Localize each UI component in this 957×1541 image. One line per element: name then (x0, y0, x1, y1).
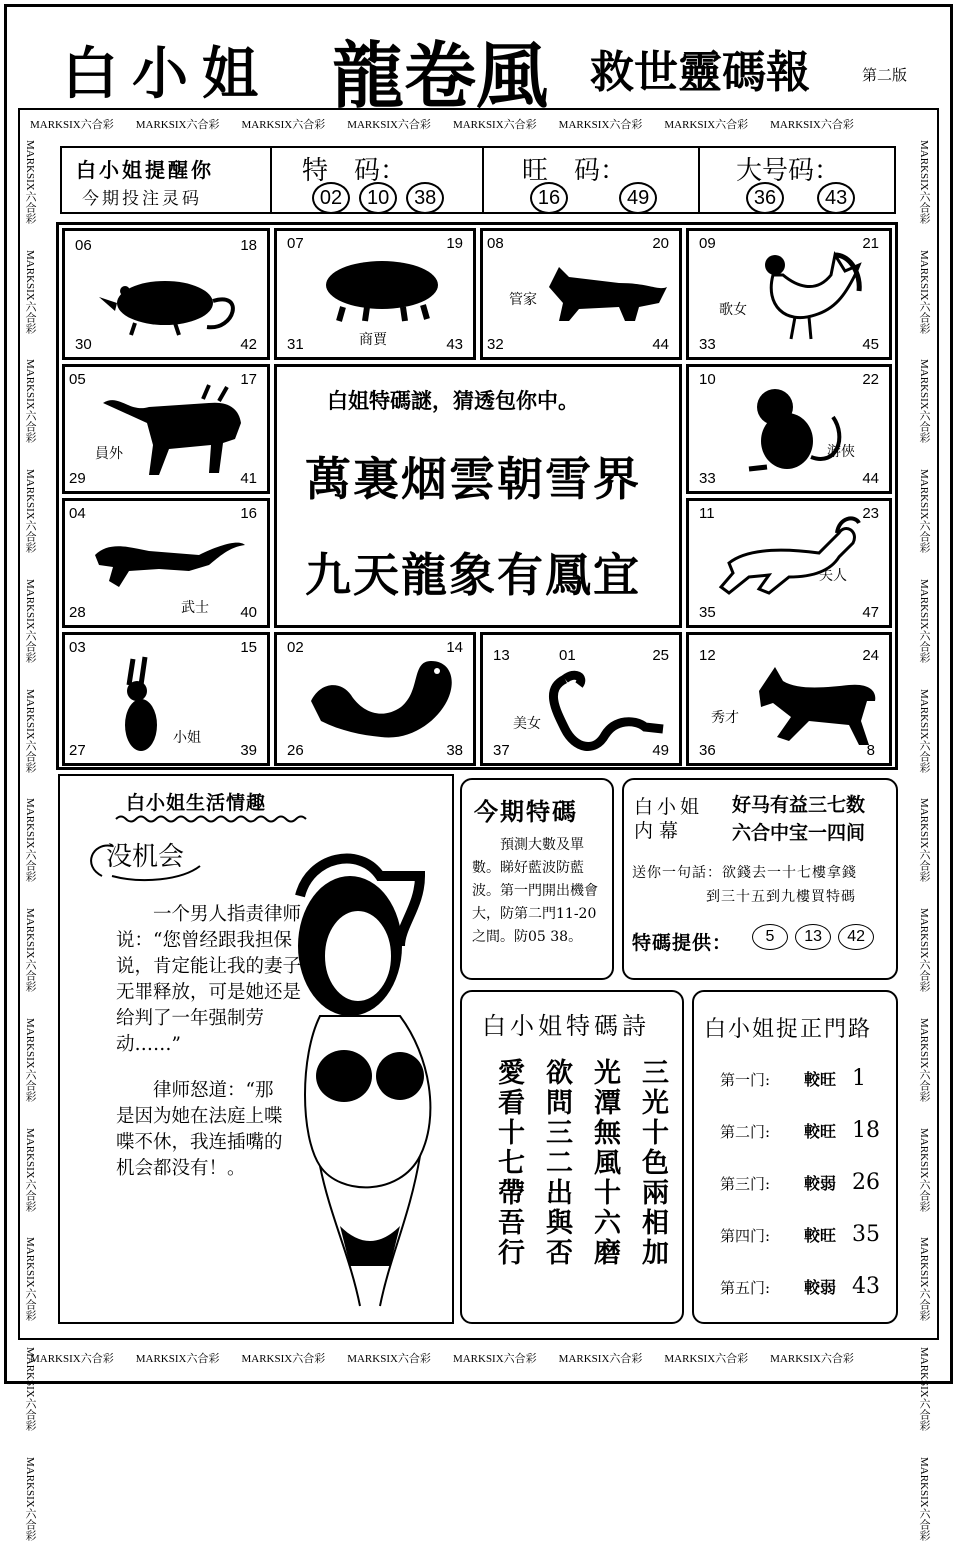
reminder-sub: 今期投注灵码 (82, 189, 202, 209)
watermark-text: MARKSIX六合彩 (135, 1353, 220, 1365)
zodiac-cell-snake (480, 632, 682, 766)
zodiac-cell-dragon (274, 632, 476, 766)
watermark-text: MARKSIX六合彩 (24, 1017, 36, 1102)
hot-code-box (492, 148, 692, 212)
watermark-text: MARKSIX六合彩 (452, 1353, 537, 1365)
zodiac-number: 10 (699, 371, 716, 388)
zodiac-number: 22 (862, 371, 879, 388)
pig-icon (317, 251, 447, 323)
header (20, 14, 937, 118)
watermark-text: MARKSIX六合彩 (30, 119, 114, 131)
watermark-text: MARKSIX六合彩 (24, 249, 36, 334)
zodiac-number: 43 (446, 336, 463, 353)
header-title: 龍卷風 (332, 33, 549, 118)
gate-row (720, 1170, 900, 1222)
zodiac-number: 03 (69, 639, 86, 656)
zodiac-number: 28 (69, 604, 86, 621)
gate-row (720, 1274, 900, 1326)
zodiac-tag: 游俠 (827, 443, 855, 459)
gate-label: 第一门: (720, 1071, 771, 1089)
zodiac-number: 8 (866, 742, 875, 759)
number-ball: 13 (795, 924, 831, 950)
zodiac-number: 12 (699, 647, 716, 664)
snake-icon (545, 669, 665, 759)
zodiac-number: 07 (287, 235, 304, 252)
inside-quote-1: 送你一句話：欲錢去一十七樓拿錢 (632, 865, 857, 881)
riddle-line-1: 萬裏烟雲朝雪界 (305, 452, 641, 506)
rat-icon (95, 261, 245, 341)
zodiac-number: 39 (240, 742, 257, 759)
watermark-text: MARKSIX六合彩 (24, 140, 36, 224)
watermark-text: MARKSIX六合彩 (135, 119, 220, 131)
inside-line-2: 六合中宝一四间 (732, 822, 866, 844)
riddle-intro: 白姐特碼謎，猜透包你中。 (327, 388, 579, 413)
poem-box (460, 990, 684, 1324)
zodiac-number: 23 (862, 505, 879, 522)
watermark-text: MARKSIX六合彩 (241, 1353, 326, 1365)
divider (482, 148, 484, 212)
number-ball: 5 (752, 924, 788, 950)
monkey-icon (737, 377, 857, 477)
watermark-text: MARKSIX六合彩 (918, 1237, 930, 1322)
gate-row (720, 1222, 900, 1274)
wavy-underline-icon (116, 814, 306, 824)
tiger-icon (89, 531, 249, 591)
zodiac-number: 20 (652, 235, 669, 252)
zodiac-number: 08 (487, 235, 504, 252)
zodiac-tag: 武士 (181, 599, 209, 615)
zodiac-number: 14 (446, 639, 463, 656)
zodiac-tag: 小姐 (173, 729, 201, 745)
zodiac-tag: 商賈 (359, 331, 387, 347)
zodiac-number: 17 (240, 371, 257, 388)
zodiac-number: 49 (652, 742, 669, 759)
watermark-text: MARKSIX六合彩 (24, 578, 36, 663)
gate-label: 第四门: (720, 1227, 771, 1245)
zodiac-number: 44 (652, 336, 669, 353)
zodiac-tag: 夫人 (819, 567, 847, 583)
zodiac-number: 21 (862, 235, 879, 252)
zodiac-cell-dog (480, 228, 682, 360)
swirl-icon (82, 836, 202, 886)
gate-number: 1 (852, 1066, 866, 1091)
watermark-text: MARKSIX六合彩 (558, 1353, 643, 1365)
gate-label: 第五门: (720, 1279, 771, 1297)
zodiac-number: 01 (559, 647, 576, 664)
watermark-row-top (30, 116, 930, 132)
zodiac-number: 24 (862, 647, 879, 664)
zodiac-number: 19 (446, 235, 463, 252)
zodiac-tag: 歌女 (719, 301, 747, 317)
special-prediction-text: 預測大數及單數。睇好藍波防藍波。第一門開出機會大，防第二門11-20之間。防05 38。 (472, 837, 598, 945)
watermark-text: MARKSIX六合彩 (918, 140, 930, 224)
gate-status: 較弱 (804, 1174, 837, 1193)
riddle-box (274, 364, 682, 628)
goat-icon (709, 513, 869, 603)
watermark-text: MARKSIX六合彩 (664, 1353, 749, 1365)
number-ball: 36 (746, 182, 784, 214)
zodiac-number: 40 (240, 604, 257, 621)
number-ball: 10 (359, 182, 397, 214)
poem-columns (484, 1058, 676, 1268)
poem-column: 光潭無風十六磨 (589, 1058, 620, 1268)
zodiac-number: 45 (862, 336, 879, 353)
zodiac-number: 41 (240, 470, 257, 487)
zodiac-number: 33 (699, 336, 716, 353)
zodiac-number: 11 (699, 505, 715, 522)
zodiac-cell-rooster (686, 228, 892, 360)
watermark-text: MARKSIX六合彩 (347, 119, 431, 131)
life-section (58, 774, 454, 1324)
big-code-balls (746, 182, 859, 214)
watermark-text: MARKSIX六合彩 (24, 1347, 36, 1431)
gate-label: 第二门: (720, 1123, 771, 1141)
zodiac-number: 18 (240, 237, 257, 254)
provide-balls (752, 924, 876, 950)
life-paragraph-2: 律师怒道：“那是因为她在法庭上喋喋不休，我连插嘴的机会都没有！。 (116, 1080, 283, 1179)
zodiac-number: 31 (287, 336, 304, 353)
divider (698, 148, 700, 212)
watermark-text: MARKSIX六合彩 (558, 119, 643, 131)
watermark-text: MARKSIX六合彩 (918, 469, 930, 553)
zodiac-number: 25 (652, 647, 669, 664)
watermark-text: MARKSIX六合彩 (770, 119, 854, 131)
gate-number: 26 (852, 1170, 880, 1195)
life-paragraph-1: 一个男人指责律师说：“您曾经跟我担保说，肯定能让我的妻子无罪释放，可是她还是给判了一年强制劳动……” (116, 904, 302, 1055)
number-ball: 38 (406, 182, 444, 214)
gate-row (720, 1118, 900, 1170)
gate-status: 較旺 (804, 1070, 837, 1089)
special-prediction-title: 今期特碼 (474, 797, 578, 826)
zodiac-number: 47 (862, 604, 879, 621)
watermark-text: MARKSIX六合彩 (24, 469, 36, 553)
zodiac-cell-monkey (686, 364, 892, 494)
gate-label: 第三门: (720, 1175, 771, 1193)
watermark-col-right (916, 140, 932, 1541)
zodiac-number: 32 (487, 336, 504, 353)
riddle-line-2: 九天龍象有鳳宜 (305, 548, 641, 602)
zodiac-number: 09 (699, 235, 716, 252)
zodiac-tag: 管家 (509, 291, 537, 307)
watermark-text: MARKSIX六合彩 (918, 1127, 930, 1212)
gate-status: 較弱 (804, 1278, 837, 1297)
gate-number: 18 (852, 1118, 880, 1143)
inside-line-1: 好马有益三七数 (732, 794, 866, 816)
woman-photo (280, 836, 450, 1316)
watermark-text: MARKSIX六合彩 (918, 359, 930, 444)
watermark-text: MARKSIX六合彩 (24, 359, 36, 444)
gate-status: 較旺 (804, 1226, 837, 1245)
watermark-text: MARKSIX六合彩 (24, 908, 36, 992)
zodiac-cell-goat (686, 498, 892, 628)
gates-title: 白小姐捉正門路 (704, 1017, 873, 1042)
zodiac-number: 26 (287, 742, 304, 759)
zodiac-number: 44 (862, 470, 879, 487)
hot-code-label: 旺 码： (522, 156, 627, 186)
watermark-text: MARKSIX六合彩 (918, 578, 930, 663)
zodiac-number: 04 (69, 505, 86, 522)
poem-column: 三光十色兩相加 (637, 1058, 668, 1268)
zodiac-number: 13 (493, 647, 510, 664)
watermark-row-bottom (30, 1350, 930, 1366)
zodiac-number: 37 (493, 742, 510, 759)
zodiac-number: 16 (240, 505, 257, 522)
number-ball: 49 (619, 182, 657, 214)
zodiac-number: 06 (75, 237, 92, 254)
watermark-text: MARKSIX六合彩 (241, 119, 326, 131)
reminder-box (62, 148, 272, 212)
life-title: 白小姐生活情趣 (126, 792, 267, 814)
gate-number: 43 (852, 1274, 880, 1299)
dog-icon (539, 257, 669, 327)
header-edition: 第二版 (862, 66, 908, 84)
gate-row (720, 1066, 900, 1118)
watermark-text: MARKSIX六合彩 (918, 1347, 930, 1431)
number-ball: 02 (312, 182, 350, 214)
special-prediction-box (460, 778, 614, 980)
zodiac-cell-horse (686, 632, 892, 766)
gate-status: 較旺 (804, 1122, 837, 1141)
header-name: 白小姐 (62, 42, 272, 107)
number-ball: 16 (530, 182, 568, 214)
dragon-icon (301, 651, 461, 747)
inside-label-1: 白小姐 (634, 796, 704, 818)
horse-icon (749, 661, 879, 751)
big-code-label: 大号码： (736, 156, 841, 186)
zodiac-number: 15 (240, 639, 257, 656)
reminder-title: 白小姐提醒你 (76, 158, 214, 182)
big-code-box (702, 148, 894, 212)
zodiac-number: 38 (446, 742, 463, 759)
zodiac-number: 29 (69, 470, 86, 487)
zodiac-tag: 美女 (513, 715, 541, 731)
inside-quote-2: 到三十五到九樓買特碼 (706, 889, 856, 905)
number-ball: 43 (817, 182, 855, 214)
zodiac-number: 30 (75, 336, 92, 353)
watermark-text: MARKSIX六合彩 (664, 119, 749, 131)
watermark-text: MARKSIX六合彩 (24, 1456, 36, 1541)
zodiac-cell-rat (62, 228, 270, 360)
zodiac-number: 02 (287, 639, 304, 656)
ox-icon (99, 383, 249, 483)
poem-column: 欲問三二出與否 (541, 1058, 572, 1268)
life-heading: 没机会 (106, 842, 185, 872)
gates-list (720, 1066, 900, 1326)
top-bar (60, 146, 896, 214)
zodiac-number: 27 (69, 742, 86, 759)
zodiac-number: 42 (240, 336, 257, 353)
zodiac-number: 05 (69, 371, 86, 388)
number-ball: 42 (838, 924, 874, 950)
special-code-balls (312, 182, 448, 214)
zodiac-cell-rabbit (62, 632, 270, 766)
zodiac-number: 33 (699, 470, 716, 487)
watermark-text: MARKSIX六合彩 (918, 798, 930, 883)
special-code-box (278, 148, 478, 212)
watermark-text: MARKSIX六合彩 (347, 1353, 431, 1365)
gates-box (692, 990, 898, 1324)
watermark-text: MARKSIX六合彩 (918, 908, 930, 992)
watermark-col-left (22, 140, 38, 1541)
zodiac-number: 35 (699, 604, 716, 621)
watermark-text: MARKSIX六合彩 (30, 1353, 114, 1365)
inside-label-2: 内幕 (634, 820, 685, 842)
zodiac-cell-ox (62, 364, 270, 494)
hot-code-balls (530, 182, 661, 214)
zodiac-cell-tiger (62, 498, 270, 628)
provide-label: 特碼提供： (632, 932, 733, 954)
zodiac-cell-pig (274, 228, 476, 360)
zodiac-tag: 秀才 (711, 709, 739, 725)
poem-column: 愛看十七帶吾行 (493, 1058, 524, 1268)
watermark-text: MARKSIX六合彩 (918, 1017, 930, 1102)
zodiac-tag: 員外 (95, 445, 123, 461)
special-code-label: 特 码： (302, 156, 407, 186)
watermark-text: MARKSIX六合彩 (452, 119, 537, 131)
watermark-text: MARKSIX六合彩 (770, 1353, 854, 1365)
watermark-text: MARKSIX六合彩 (24, 798, 36, 883)
header-subtitle: 救世靈碼報 (590, 47, 810, 98)
watermark-text: MARKSIX六合彩 (24, 1237, 36, 1322)
watermark-text: MARKSIX六合彩 (918, 249, 930, 334)
zodiac-number: 36 (699, 742, 716, 759)
rooster-icon (755, 245, 865, 345)
gate-number: 35 (852, 1222, 880, 1247)
watermark-text: MARKSIX六合彩 (24, 688, 36, 773)
rabbit-icon (111, 649, 171, 759)
poem-title: 白小姐特碼詩 (482, 1012, 650, 1040)
inside-info-box (622, 778, 898, 980)
watermark-text: MARKSIX六合彩 (918, 1456, 930, 1541)
watermark-text: MARKSIX六合彩 (918, 688, 930, 773)
watermark-text: MARKSIX六合彩 (24, 1127, 36, 1212)
